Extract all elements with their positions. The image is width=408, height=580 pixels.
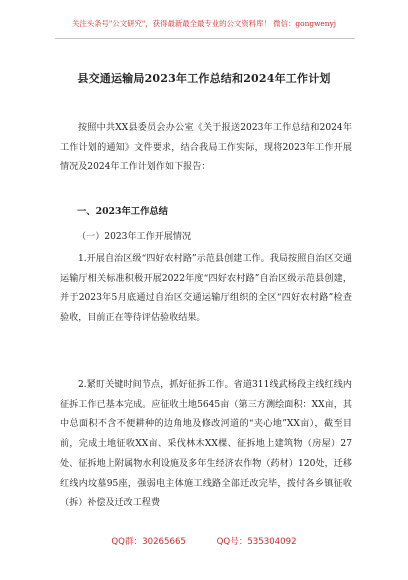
paragraph-item-2: 2.紧盯关键时间节点，抓好征拆工作。省道311线武杨段主线红线内征拆工作已基本完成。应征收土地5645亩（第三方测绘面积：XX亩，其中总面积不含不便耕种的边角地及修改河道的“夹心地”XX亩），截至目前，完成土地征收XX亩、采伐林木XX棵、征拆地上建筑物（房屋）27处、征拆地上附属物水利设施及多年生经济农作物（药材）120处，迁移红线内坟墓95座，强弱电主体施工线路全部迁改完毕，拨付各乡镇征收（拆）补偿及迁改工程费 xyxy=(60,380,352,509)
header-divider xyxy=(55,38,355,39)
intro-paragraph: 按照中共XX县委员会办公室《关于报送2023年工作总结和2024年工作计划的通知》文件要求，结合我局工作实际，现将2023年工作开展情况及2024年工作计划作如下报告： xyxy=(60,123,352,173)
paragraph-item-1: 1.开展自治区级“四好农村路”示范县创建工作。我局按照自治区交通运输厅相关标准积极开展2022年度“四好农村路”自治区级示范县创建，并于2023年5月底通过自治区交通运输厅组织的全区“四好农村路”检查验收，目前正在等待评估验收结果。 xyxy=(60,254,352,324)
subsection-heading-1: （一）2023年工作开展情况 xyxy=(77,232,192,242)
header-banner: 关注头条号"公文研究"，获得最新最全最专业的公文资料库！ 微信：gongwenyj xyxy=(71,19,337,28)
document-title: 县交通运输局2023年工作总结和2024年工作计划 xyxy=(77,72,331,85)
footer-contact-bar xyxy=(0,535,408,547)
footer-qq-number: QQ号：535304092 xyxy=(216,537,297,547)
footer-qq-group: QQ群：30265665 xyxy=(111,537,186,547)
section-heading-1: 一、2023年工作总结 xyxy=(77,206,168,217)
